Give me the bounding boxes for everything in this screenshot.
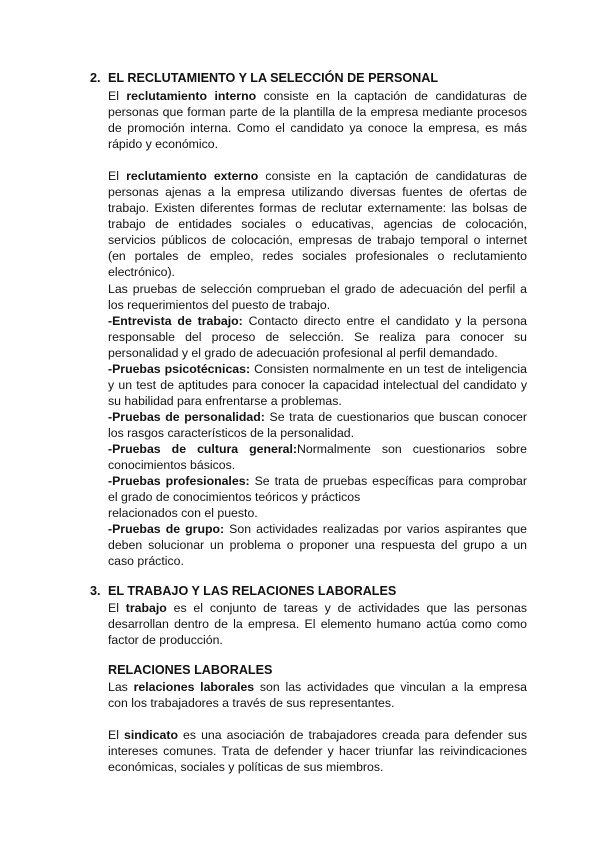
section-number: 2.	[90, 71, 101, 85]
labor-relations-paragraph: Las relaciones laborales son las actividades que vinculan a la empresa con los trabajadores a través de sus representantes.	[108, 680, 528, 710]
section-number: 3.	[90, 584, 101, 598]
test-group: -Pruebas de grupo: Son actividades realizadas por varios aspirantes que deben solucionar un problema o proponer una respuesta del grupo a un caso práctico.	[108, 522, 528, 568]
term: sindicato	[124, 728, 178, 742]
work-paragraph: El trabajo es el conjunto de tareas y de actividades que las personas desarrollan dentro de la empresa. El elemento humano actúa como como factor de producción.	[108, 601, 528, 647]
section-3-heading	[90, 584, 396, 598]
test-general-culture: -Pruebas de cultura general:Normalmente son cuestionarios sobre conocimientos básicos.	[108, 442, 527, 472]
test-professional: -Pruebas profesionales: Se trata de pruebas específicas para comprobar el grado de conocimientos teóricos y prácticos	[108, 474, 527, 504]
section-title: EL RECLUTAMIENTO Y LA SELECCIÓN DE PERSONAL	[108, 71, 439, 85]
labor-relations-heading: RELACIONES LABORALES	[108, 663, 273, 677]
term: reclutamiento externo	[126, 169, 259, 183]
section-title: EL TRABAJO Y LAS RELACIONES LABORALES	[108, 584, 397, 598]
test-professional-continued: relacionados con el puesto.	[108, 506, 258, 520]
selection-intro-paragraph: Las pruebas de selección comprueban el grado de adecuación del perfil a los requerimientos del puesto de trabajo.	[108, 282, 527, 312]
term: reclutamiento interno	[126, 89, 257, 103]
section-2-heading	[90, 71, 438, 85]
external-recruitment-paragraph: El reclutamiento externo consiste en la captación de candidaturas de personas ajenas a la empresa utilizando diversas fuentes de ofertas de trabajo. Existen diferentes formas de reclutar externamente: las bolsas de trabajo de entidades sociales o educativas, agencias de colocación, servicios públicos de colocación, empresas de trabajo temporal o internet (en portales de empleo, redes sociales profesionales o reclutamiento electrónico).	[108, 169, 527, 279]
test-psychotechnical: -Pruebas psicotécnicas: Consisten normalmente en un test de inteligencia y un test de aptitudes para conocer la capacidad intelectual del candidato y su habilidad para enfrentarse a problemas.	[108, 362, 528, 408]
test-personality: -Pruebas de personalidad: Se trata de cuestionarios que buscan conocer los rasgos característicos de la personalidad.	[108, 410, 527, 440]
union-paragraph: El sindicato es una asociación de trabajadores creada para defender sus intereses comunes. Trata de defender y hacer triunfar las reivindicaciones económicas, sociales y políticas de sus miembros.	[108, 728, 527, 774]
internal-recruitment-paragraph: El reclutamiento interno consiste en la captación de candidaturas de personas que forman parte de la plantilla de la empresa mediante procesos de promoción interna. Como el candidato ya conoce la empresa, es más rápido y económico.	[108, 89, 527, 151]
term: relaciones laborales	[133, 680, 255, 694]
term: trabajo	[125, 601, 167, 615]
test-interview: -Entrevista de trabajo: Contacto directo entre el candidato y la persona responsable del proceso de selección. Se realiza para conocer su personalidad y el grado de adecuación profesional al perfil demandado.	[108, 314, 527, 360]
